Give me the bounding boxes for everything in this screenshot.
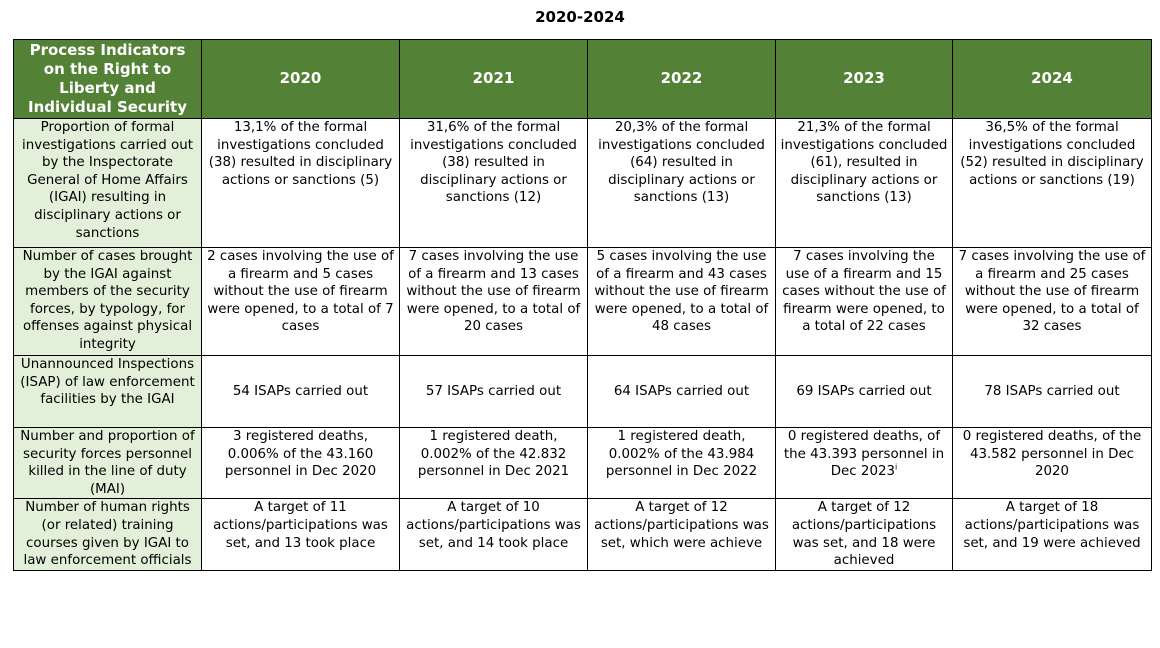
header-indicator: Process Indicators on the Right to Liberty and Individual Security — [14, 40, 202, 119]
header-year-2020: 2020 — [202, 40, 400, 119]
header-year-2023: 2023 — [776, 40, 953, 119]
table-row — [14, 119, 1152, 248]
value-cell: 3 registered deaths, 0.006% of the 43.160 personnel in Dec 2020 — [202, 428, 400, 499]
table-row — [14, 356, 1152, 428]
header-year-2021: 2021 — [400, 40, 588, 119]
value-cell: 5 cases involving the use of a firearm and 43 cases without the use of firearm were opened, to a total of 48 cases — [588, 248, 776, 356]
value-cell: 2 cases involving the use of a firearm and 5 cases without the use of firearm were opened, to a total of 7 cases — [202, 248, 400, 356]
value-cell: A target of 11 actions/participations was set, and 13 took place — [202, 499, 400, 570]
value-cell: 7 cases involving the use of a firearm and 15 cases without the use of firearm were opened, to a total of 22 cases — [776, 248, 953, 356]
value-cell: 1 registered death, 0.002% of the 43.984 personnel in Dec 2022 — [588, 428, 776, 499]
value-cell: 31,6% of the formal investigations concluded (38) resulted in disciplinary actions or sanctions (12) — [400, 119, 588, 248]
indicator-cell: Number of cases brought by the IGAI against members of the security forces, by typology, for offenses against physical integrity — [14, 248, 202, 356]
value-cell: 78 ISAPs carried out — [953, 356, 1152, 428]
value-cell: 69 ISAPs carried out — [776, 356, 953, 428]
value-cell: 21,3% of the formal investigations concluded (61), resulted in disciplinary actions or sanctions (13) — [776, 119, 953, 248]
footnote-mark: i — [895, 462, 898, 472]
indicators-table — [13, 39, 1152, 571]
value-cell: A target of 18 actions/participations was set, and 19 were achieved — [953, 499, 1152, 570]
value-cell: 57 ISAPs carried out — [400, 356, 588, 428]
table-row — [14, 499, 1152, 570]
value-cell: 0 registered deaths, of the 43.582 personnel in Dec 2020 — [953, 428, 1152, 499]
value-text: 0 registered deaths, of the 43.393 personnel in Dec 2023 — [783, 429, 945, 480]
header-year-2024: 2024 — [953, 40, 1152, 119]
header-year-2022: 2022 — [588, 40, 776, 119]
value-cell: 7 cases involving the use of a firearm and 13 cases without the use of firearm were opened, to a total of 20 cases — [400, 248, 588, 356]
indicator-cell: Unannounced Inspections (ISAP) of law enforcement facilities by the IGAI — [14, 356, 202, 428]
value-cell: 64 ISAPs carried out — [588, 356, 776, 428]
value-cell: A target of 12 actions/participations was set, and 18 were achieved — [776, 499, 953, 570]
value-cell — [776, 428, 953, 499]
value-cell: 13,1% of the formal investigations concluded (38) resulted in disciplinary actions or sanctions (5) — [202, 119, 400, 248]
value-cell: A target of 12 actions/participations was set, which were achieve — [588, 499, 776, 570]
value-cell: 1 registered death, 0.002% of the 42.832 personnel in Dec 2021 — [400, 428, 588, 499]
indicator-cell: Number and proportion of security forces personnel killed in the line of duty (MAI) — [14, 428, 202, 499]
table-row — [14, 248, 1152, 356]
value-cell: 20,3% of the formal investigations concluded (64) resulted in disciplinary actions or sanctions (13) — [588, 119, 776, 248]
table-row — [14, 428, 1152, 499]
indicator-cell: Proportion of formal investigations carried out by the Inspectorate General of Home Affairs (IGAI) resulting in disciplinary actions or sanctions — [14, 119, 202, 248]
table-header-row — [14, 40, 1152, 119]
page-title: 2020-2024 — [535, 8, 625, 26]
value-cell: 7 cases involving the use of a firearm and 25 cases without the use of firearm were opened, to a total of 32 cases — [953, 248, 1152, 356]
value-cell: 54 ISAPs carried out — [202, 356, 400, 428]
value-cell: A target of 10 actions/participations was set, and 14 took place — [400, 499, 588, 570]
indicator-cell: Number of human rights (or related) training courses given by IGAI to law enforcement officials — [14, 499, 202, 570]
value-cell: 36,5% of the formal investigations concluded (52) resulted in disciplinary actions or sanctions (19) — [953, 119, 1152, 248]
